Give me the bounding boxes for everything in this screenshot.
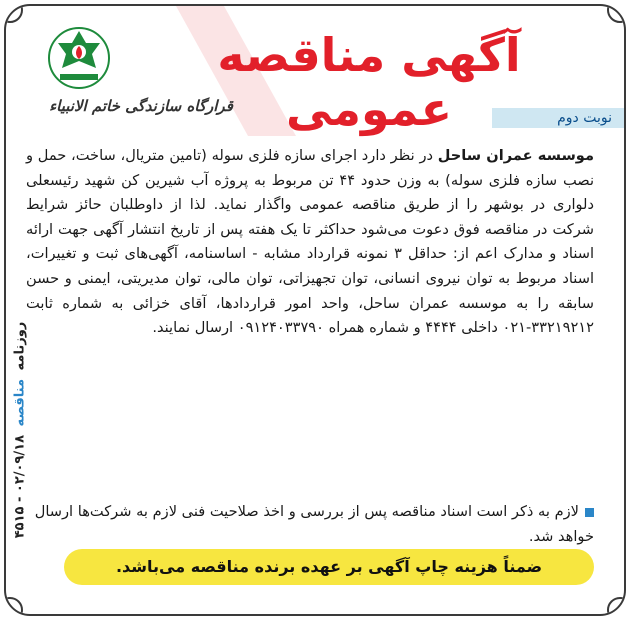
newspaper-brand: مناقصه (12, 378, 28, 427)
corner-decoration (607, 4, 626, 23)
notice-note (26, 500, 594, 549)
round-badge: نوبت دوم (492, 108, 624, 128)
corner-decoration (4, 4, 23, 23)
footer-banner: ضمناً هزینه چاپ آگهی بر عهده برنده مناقصه می‌باشد. (64, 549, 594, 585)
corner-decoration (4, 597, 23, 616)
notice-frame (4, 4, 626, 616)
bullet-square-icon (585, 508, 594, 517)
emblem-logo (46, 26, 112, 90)
note-text: لازم به ذکر است اسناد مناقصه پس از بررسی و اخذ صلاحیت فنی لازم به شرکت‌ها ارسال خواهد شد. (34, 503, 594, 545)
newspaper-name: روزنامه (12, 321, 28, 371)
company-name: موسسه عمران ساحل (437, 147, 594, 164)
corner-decoration (607, 597, 626, 616)
notice-title: آگهی مناقصه عمومی (217, 28, 521, 136)
organization-signature: قرارگاه سازندگی خاتم الانبیاء (49, 97, 233, 115)
issue-date: ۰۲/۰۹/۱۸ - ۴۵۱۵ (12, 434, 28, 539)
notice-paragraph: در نظر دارد اجرای سازه فلزی سوله (تامین متریال، ساخت، حمل و نصب سازه فلزی سوله) به وزن حدود ۴۴ تن مربوط به پروژه آب شیرین کن شهید رئیسعلی دلواری در بوشهر را از طریق مناقصه عمومی واگذار نماید. لذا از داوطلبان حائز شرایط شرکت در مناقصه فوق دعوت می‌شود حداکثر تا یک هفته پس از تاریخ انتشار آگهی جهت ارائه اسناد و مدارک اعم از: حداقل ۳ نمونه قرارداد مشابه - اساسنامه، آگهی‌های ثبت و تغییرات، اسناد مربوط به توان نیروی انسانی، توان تجهیزاتی، توان مالی، توان مدیریتی، ایمنی و حسن سابقه را به موسسه عمران ساحل، واحد امور قراردادها، آقای خزائی به شماره ثابت ۳۳۲۱۹۲۱۲-۰۲۱ داخلی ۴۴۴۴ و شماره همراه ۰۹۱۲۴۰۳۳۷۹۰ ارسال نمایند. (26, 147, 595, 337)
notice-body (26, 144, 594, 341)
